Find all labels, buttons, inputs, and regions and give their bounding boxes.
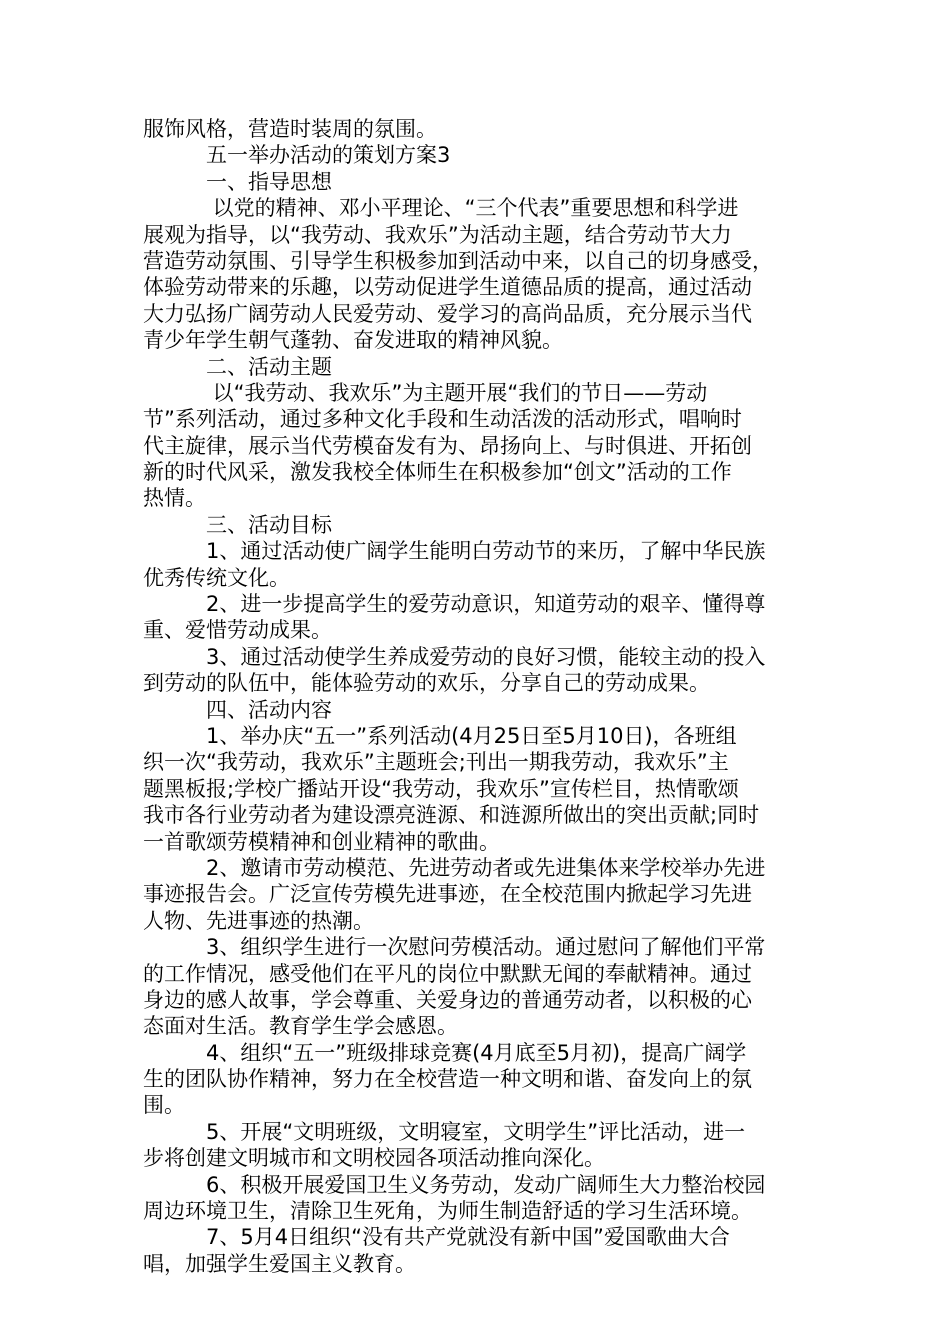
section-heading: 三、活动目标 [206, 512, 332, 537]
list-item-line: 态面对生活。教育学生学会感恩。 [143, 1014, 458, 1039]
list-item-line: 人物、先进事迹的热潮。 [143, 908, 374, 933]
list-item-line: 重、爱惜劳动成果。 [143, 618, 332, 643]
list-item-line: 7、5月4日组织“没有共产党就没有新中国”爱国歌曲大合 [206, 1225, 730, 1250]
list-item-line: 周边环境卫生，清除卫生死角，为师生制造舒适的学习生活环境。 [143, 1199, 752, 1224]
list-item-line: 身边的感人故事，学会尊重、关爱身边的普通劳动者，以积极的心 [143, 987, 752, 1012]
list-item-line: 我市各行业劳动者为建设漂亮涟源、和涟源所做出的突出贡献;同时 [143, 803, 760, 828]
section-title: 五一举办活动的策划方案3 [206, 143, 451, 168]
paragraph-line: 展观为指导，以“我劳动、我欢乐”为活动主题，结合劳动节大力 [143, 222, 732, 247]
list-item-line: 3、通过活动使学生养成爱劳动的良好习惯，能较主动的投入 [206, 644, 766, 669]
document-body [143, 116, 823, 1277]
section-heading: 四、活动内容 [206, 697, 332, 722]
list-item-line: 1、通过活动使广阔学生能明白劳动节的来历，了解中华民族 [206, 539, 766, 564]
paragraph-line: 新的时代风采，激发我校全体师生在积极参加“创文”活动的工作 [143, 460, 732, 485]
list-item-line: 围。 [143, 1093, 185, 1118]
paragraph-line: 热情。 [143, 486, 206, 511]
section-heading: 一、指导思想 [206, 169, 332, 194]
paragraph-line: 青少年学生朝气蓬勃、奋发进取的精神风貌。 [143, 328, 563, 353]
list-item-line: 织一次“我劳动，我欢乐”主题班会;刊出一期我劳动，我欢乐”主 [143, 750, 729, 775]
list-item-line: 题黑板报;学校广播站开设“我劳动，我欢乐”宣传栏目，热情歌颂 [143, 776, 739, 801]
paragraph-line: 营造劳动氛围、引导学生积极参加到活动中来，以自己的切身感受， [143, 248, 773, 273]
section-heading: 二、活动主题 [206, 354, 332, 379]
list-item-line: 到劳动的队伍中，能体验劳动的欢乐，分享自己的劳动成果。 [143, 671, 710, 696]
paragraph-line: 体验劳动带来的乐趣，以劳动促进学生道德品质的提高，通过活动 [143, 275, 752, 300]
list-item-line: 优秀传统文化。 [143, 565, 290, 590]
list-item-line: 事迹报告会。广泛宣传劳模先进事迹，在全校范围内掀起学习先进 [143, 882, 752, 907]
paragraph-line: 节”系列活动，通过多种文化手段和生动活泼的活动形式，唱响时 [143, 407, 742, 432]
paragraph-line: 代主旋律，展示当代劳模奋发有为、昂扬向上、与时俱进、开拓创 [143, 433, 752, 458]
list-item-line: 的工作情况，感受他们在平凡的岗位中默默无闻的奉献精神。通过 [143, 961, 752, 986]
list-item-line: 步将创建文明城市和文明校园各项活动推向深化。 [143, 1146, 605, 1171]
paragraph-line: 以“我劳动、我欢乐”为主题开展“我们的节日——劳动 [206, 380, 708, 405]
list-item-line: 2、进一步提高学生的爱劳动意识，知道劳动的艰辛、懂得尊 [206, 592, 766, 617]
text-line: 服饰风格，营造时装周的氛围。 [143, 117, 437, 141]
paragraph-line: 大力弘扬广阔劳动人民爱劳动、爱学习的高尚品质，充分展示当代 [143, 301, 752, 326]
list-item-line: 生的团队协作精神，努力在全校营造一种文明和谐、奋发向上的氛 [143, 1067, 752, 1092]
list-item-line: 6、积极开展爱国卫生义务劳动，发动广阔师生大力整治校园 [206, 1172, 766, 1197]
list-item-line: 4、组织“五一”班级排球竞赛(4月底至5月初)，提高广阔学 [206, 1040, 747, 1065]
list-item-line: 5、开展“文明班级，文明寝室，文明学生”评比活动，进一 [206, 1119, 746, 1144]
list-item-line: 1、举办庆“五一”系列活动(4月25日至5月10日)，各班组 [206, 723, 737, 748]
list-item-line: 2、邀请市劳动模范、先进劳动者或先进集体来学校举办先进 [206, 855, 766, 880]
list-item-line: 3、组织学生进行一次慰问劳模活动。通过慰问了解他们平常 [206, 935, 766, 960]
paragraph-line: 以党的精神、邓小平理论、“三个代表”重要思想和科学进 [206, 196, 739, 221]
list-item-line: 一首歌颂劳模精神和创业精神的歌曲。 [143, 829, 500, 854]
list-item-line: 唱，加强学生爱国主义教育。 [143, 1251, 416, 1276]
